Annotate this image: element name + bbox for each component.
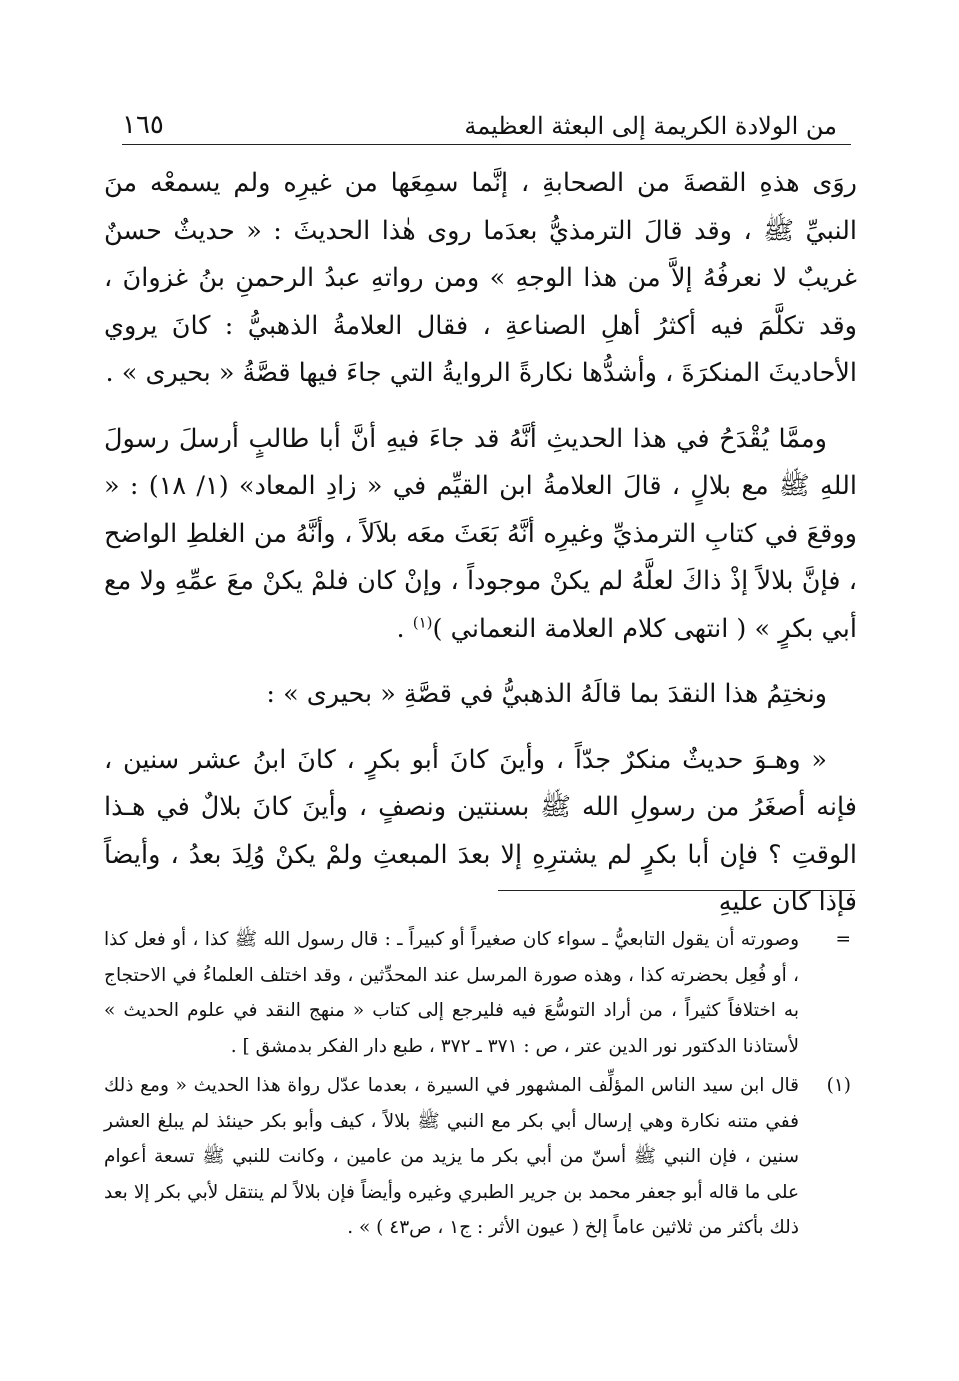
footnote-text: وصورته أن يقول التابعيُّ ـ سواء كان صغيراً أو كبيراً ـ : قال رسول الله ﷺ كذا ، أو فعل كذا ، أو فُعِل بحضرته كذا ، وهذه صورة المرسل عند المحدِّثين ، وقد اختلف العلماءُ في الاحتجاج به اختلافاً كثيراً ، من أراد التوسُّعَ فيه فليرجع إلى كتاب « منهج النقد في علوم الحديث » لأستاذنا الدكتور نور الدين عتر ، ص : ٣٧١ ـ ٣٧٢ ، طبع دار الفكر بدمشق ] . <box>104 929 799 1057</box>
footnote-continued <box>104 922 857 1064</box>
main-text <box>104 160 857 927</box>
paragraph-2 <box>104 416 857 654</box>
footnote-marker: = <box>835 929 851 950</box>
footnote-rule <box>498 890 855 891</box>
paragraph-2-text: وممَّا يُقْدَحُ في هذا الحديثِ أنَّهُ قد جاءَ فيهِ أنَّ أبا طالبٍ أرسلَ رسولَ اللهِ ﷺ مع بلالٍ ، قالَ العلامةُ ابن القيِّم في « زادِ المعاد» (١/ ١٨) : « ووقعَ في كتابِ الترمذيِّ وغيرِه أنَّهُ بَعَثَ معَه بلاَلاً ، وأنَّهُ من الغلطِ الواضح ، فإنَّ بلالاً إذْ ذاكَ لعلَّهُ لم يكنْ موجوداً ، وإنْ كان فلمْ يكنْ معَ عمِّهِ ولا مع أبي بكرٍ » ( انتهى كلام العلامة النعماني ) <box>104 423 857 644</box>
page-header <box>122 100 837 140</box>
page-number: ١٦٥ <box>122 110 164 140</box>
footnote-reference: (١) <box>412 613 433 631</box>
paragraph-2-end: . <box>396 613 413 644</box>
paragraph-4: « وهـوَ حديثٌ منكرٌ جدّاً ، وأينَ كانَ أبو بكرٍ ، كانَ ابنُ عشر سنين ، فإنه أصغَرُ من رسولِ الله ﷺ بسنتين ونصفٍ ، وأينَ كانَ بلالٌ في هـذا الوقتِ ؟ فإن أبا بكرٍ لم يشترِهِ إلا بعدَ المبعثِ ولمْ يكنْ وُلِدَ بعدُ ، وأيضاً فإذا كان عليهِ <box>104 744 857 917</box>
footnote-marker: (١) <box>826 1075 851 1096</box>
footnote-1 <box>104 1068 857 1246</box>
running-title: من الولادة الكريمة إلى البعثة العظيمة <box>464 112 837 140</box>
paragraph-3: ونختِمُ هذا النقدَ بما قالَهُ الذهبيُّ في قصَّةِ « بحيرى » : <box>266 679 827 709</box>
header-rule <box>122 144 851 145</box>
paragraph-1: روَى هذهِ القصةَ من الصحابةِ ، إنَّما سمِعَها من غيرِه ولم يسمعْه منَ النبيِّ ﷺ ، وقد قالَ الترمذيُّ بعدَما روى هٰذا الحديثَ : « حديثٌ حسنٌ غريبٌ لا نعرفُهُ إلاَّ من هذا الوجهِ » ومن رواتهِ عبدُ الرحمنِ بنُ غزوانَ ، وقد تكلَّمَ فيه أكثرُ أهلِ الصناعةِ ، فقال العلامةُ الذهبيُّ : كانَ يروي الأحاديثَ المنكرَةَ ، وأشدُّها نكارةً الروايةُ التي جاءَ فيها قصَّةُ « بحيرى » . <box>104 168 857 388</box>
footnote-text: قال ابن سيد الناس المؤلِّف المشهور في السيرة ، بعدما عدّل رواة هذا الحديث « ومع ذلك ففي متنه نكارة وهي إرسال أبي بكر مع النبي ﷺ بلالاً ، كيف وأبو بكر حينئذ لم يبلغ العشر سنين ، فإن النبي ﷺ أسنّ من أبي بكر ما يزيد من عامين ، وكانت للنبي ﷺ تسعة أعوام على ما قاله أبو جعفر محمد بن جرير الطبري وغيره وأيضاً فإن بلالاً لم ينتقل لأبي بكر إلا بعد ذلك بأكثر من ثلاثين عاماً إلخ ( عيون الأثر : ج١ ، ص٤٣ ) » . <box>104 1075 800 1238</box>
footnotes <box>104 922 857 1250</box>
